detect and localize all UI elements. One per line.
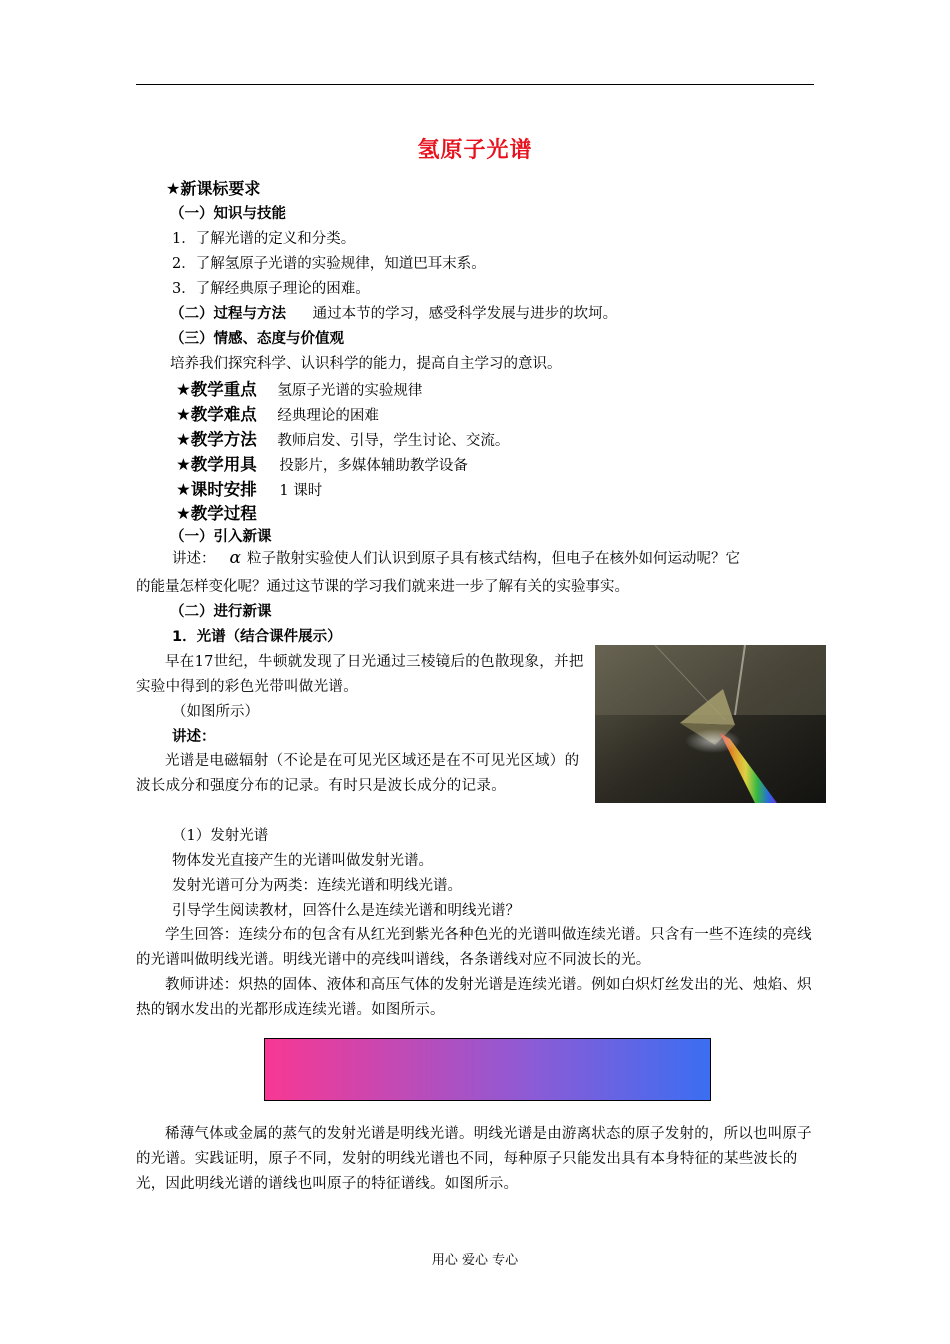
key-item-difficulty	[176, 401, 379, 425]
process-method-heading: （二）过程与方法	[170, 306, 286, 322]
key-item-value: 氢原子光谱的实验规律	[277, 383, 423, 399]
alpha-symbol: α	[229, 548, 241, 568]
new-lesson-heading: （二）进行新课	[170, 604, 272, 620]
emotion-text: 培养我们探究科学、认识科学的能力，提高自主学习的意识。	[170, 356, 562, 372]
key-item-label: ★教学重点	[176, 380, 257, 399]
figure-note: （如图所示）	[172, 704, 259, 720]
knowledge-item-2: 2．了解氢原子光谱的实验规律，知道巴耳末系。	[172, 256, 486, 272]
spectrum-heading: 1．光谱（结合课件展示）	[172, 629, 342, 645]
spectrum-definition-paragraph: 光谱是电磁辐射（不论是在可见光区域还是在不可见光区域）的波长成分和强度分布的记录。有时只是波长成分的记录。	[136, 753, 580, 794]
emission-paragraph-1: 物体发光直接产生的光谱叫做发射光谱。	[172, 853, 433, 869]
key-item-label: ★教学方法	[176, 430, 257, 449]
intro-line-1	[172, 547, 740, 568]
key-item-value: 1 课时	[279, 483, 323, 499]
requirements-heading: ★新课标要求	[166, 179, 261, 198]
key-item-label: ★课时安排	[176, 480, 257, 499]
teacher-note-paragraph: 教师讲述：炽热的固体、液体和高压气体的发射光谱是连续光谱。例如白炽灯丝发出的光、烛焰、炽热的钢水发出的光都形成连续光谱。如图所示。	[136, 977, 812, 1018]
key-item-schedule	[176, 476, 322, 500]
intro-label: 讲述：	[172, 551, 216, 567]
header-rule	[136, 84, 814, 85]
process-method-line	[170, 302, 617, 323]
process-method-text: 通过本节的学习，感受科学发展与进步的坎坷。	[312, 306, 618, 322]
emission-paragraph-2: 发射光谱可分为两类：连续光谱和明线光谱。	[172, 878, 462, 894]
key-item-tools	[176, 451, 468, 475]
key-item-value: 投影片，多媒体辅助教学设备	[279, 458, 468, 474]
emission-heading: （1）发射光谱	[172, 828, 269, 844]
knowledge-item-1: 1．了解光谱的定义和分类。	[172, 231, 356, 247]
prism-image	[595, 645, 826, 803]
key-item-value: 教师启发、引导，学生讨论、交流。	[277, 433, 510, 449]
continuous-spectrum-figure	[264, 1038, 711, 1101]
key-item-label: ★教学难点	[176, 405, 257, 424]
knowledge-item-3: 3．了解经典原子理论的困难。	[172, 281, 370, 297]
lecture-label: 讲述：	[172, 729, 216, 745]
key-item-focus	[176, 376, 422, 400]
page-footer: 用心 爱心 专心	[431, 1253, 519, 1268]
intro-text: 粒子散射实验使人们认识到原子具有核式结构，但电子在核外如何运动呢？它	[246, 551, 740, 567]
key-item-label: ★教学用具	[176, 455, 257, 474]
process-heading: ★教学过程	[176, 504, 257, 523]
intro-line-2: 的能量怎样变化呢？通过这节课的学习我们就来进一步了解有关的实验事实。	[136, 579, 629, 595]
prism-photo	[595, 645, 826, 803]
page-title: 氢原子光谱	[417, 138, 533, 163]
key-item-value: 经典理论的困难	[277, 408, 379, 424]
spectrum-history-paragraph: 早在17世纪，牛顿就发现了日光通过三棱镜后的色散现象，并把实验中得到的彩色光带叫做光谱。	[136, 654, 584, 695]
knowledge-heading: （一）知识与技能	[170, 206, 286, 222]
student-answer-paragraph: 学生回答：连续分布的包含有从红光到紫光各种色光的光谱叫做连续光谱。只含有一些不连续的亮线的光谱叫做明线光谱。明线光谱中的亮线叫谱线，各条谱线对应不同波长的光。	[136, 927, 812, 968]
intro-heading: （一）引入新课	[170, 529, 272, 545]
emission-paragraph-3: 引导学生阅读教材，回答什么是连续光谱和明线光谱？	[172, 903, 520, 919]
line-spectrum-paragraph: 稀薄气体或金属的蒸气的发射光谱是明线光谱。明线光谱是由游离状态的原子发射的，所以也叫原子的光谱。实践证明，原子不同，发射的明线光谱也不同，每种原子只能发出具有本身特征的某些波长的光，因此明线光谱的谱线也叫原子的特征谱线。如图所示。	[136, 1126, 812, 1192]
emotion-heading: （三）情感、态度与价值观	[170, 331, 344, 347]
key-item-method	[176, 426, 509, 450]
